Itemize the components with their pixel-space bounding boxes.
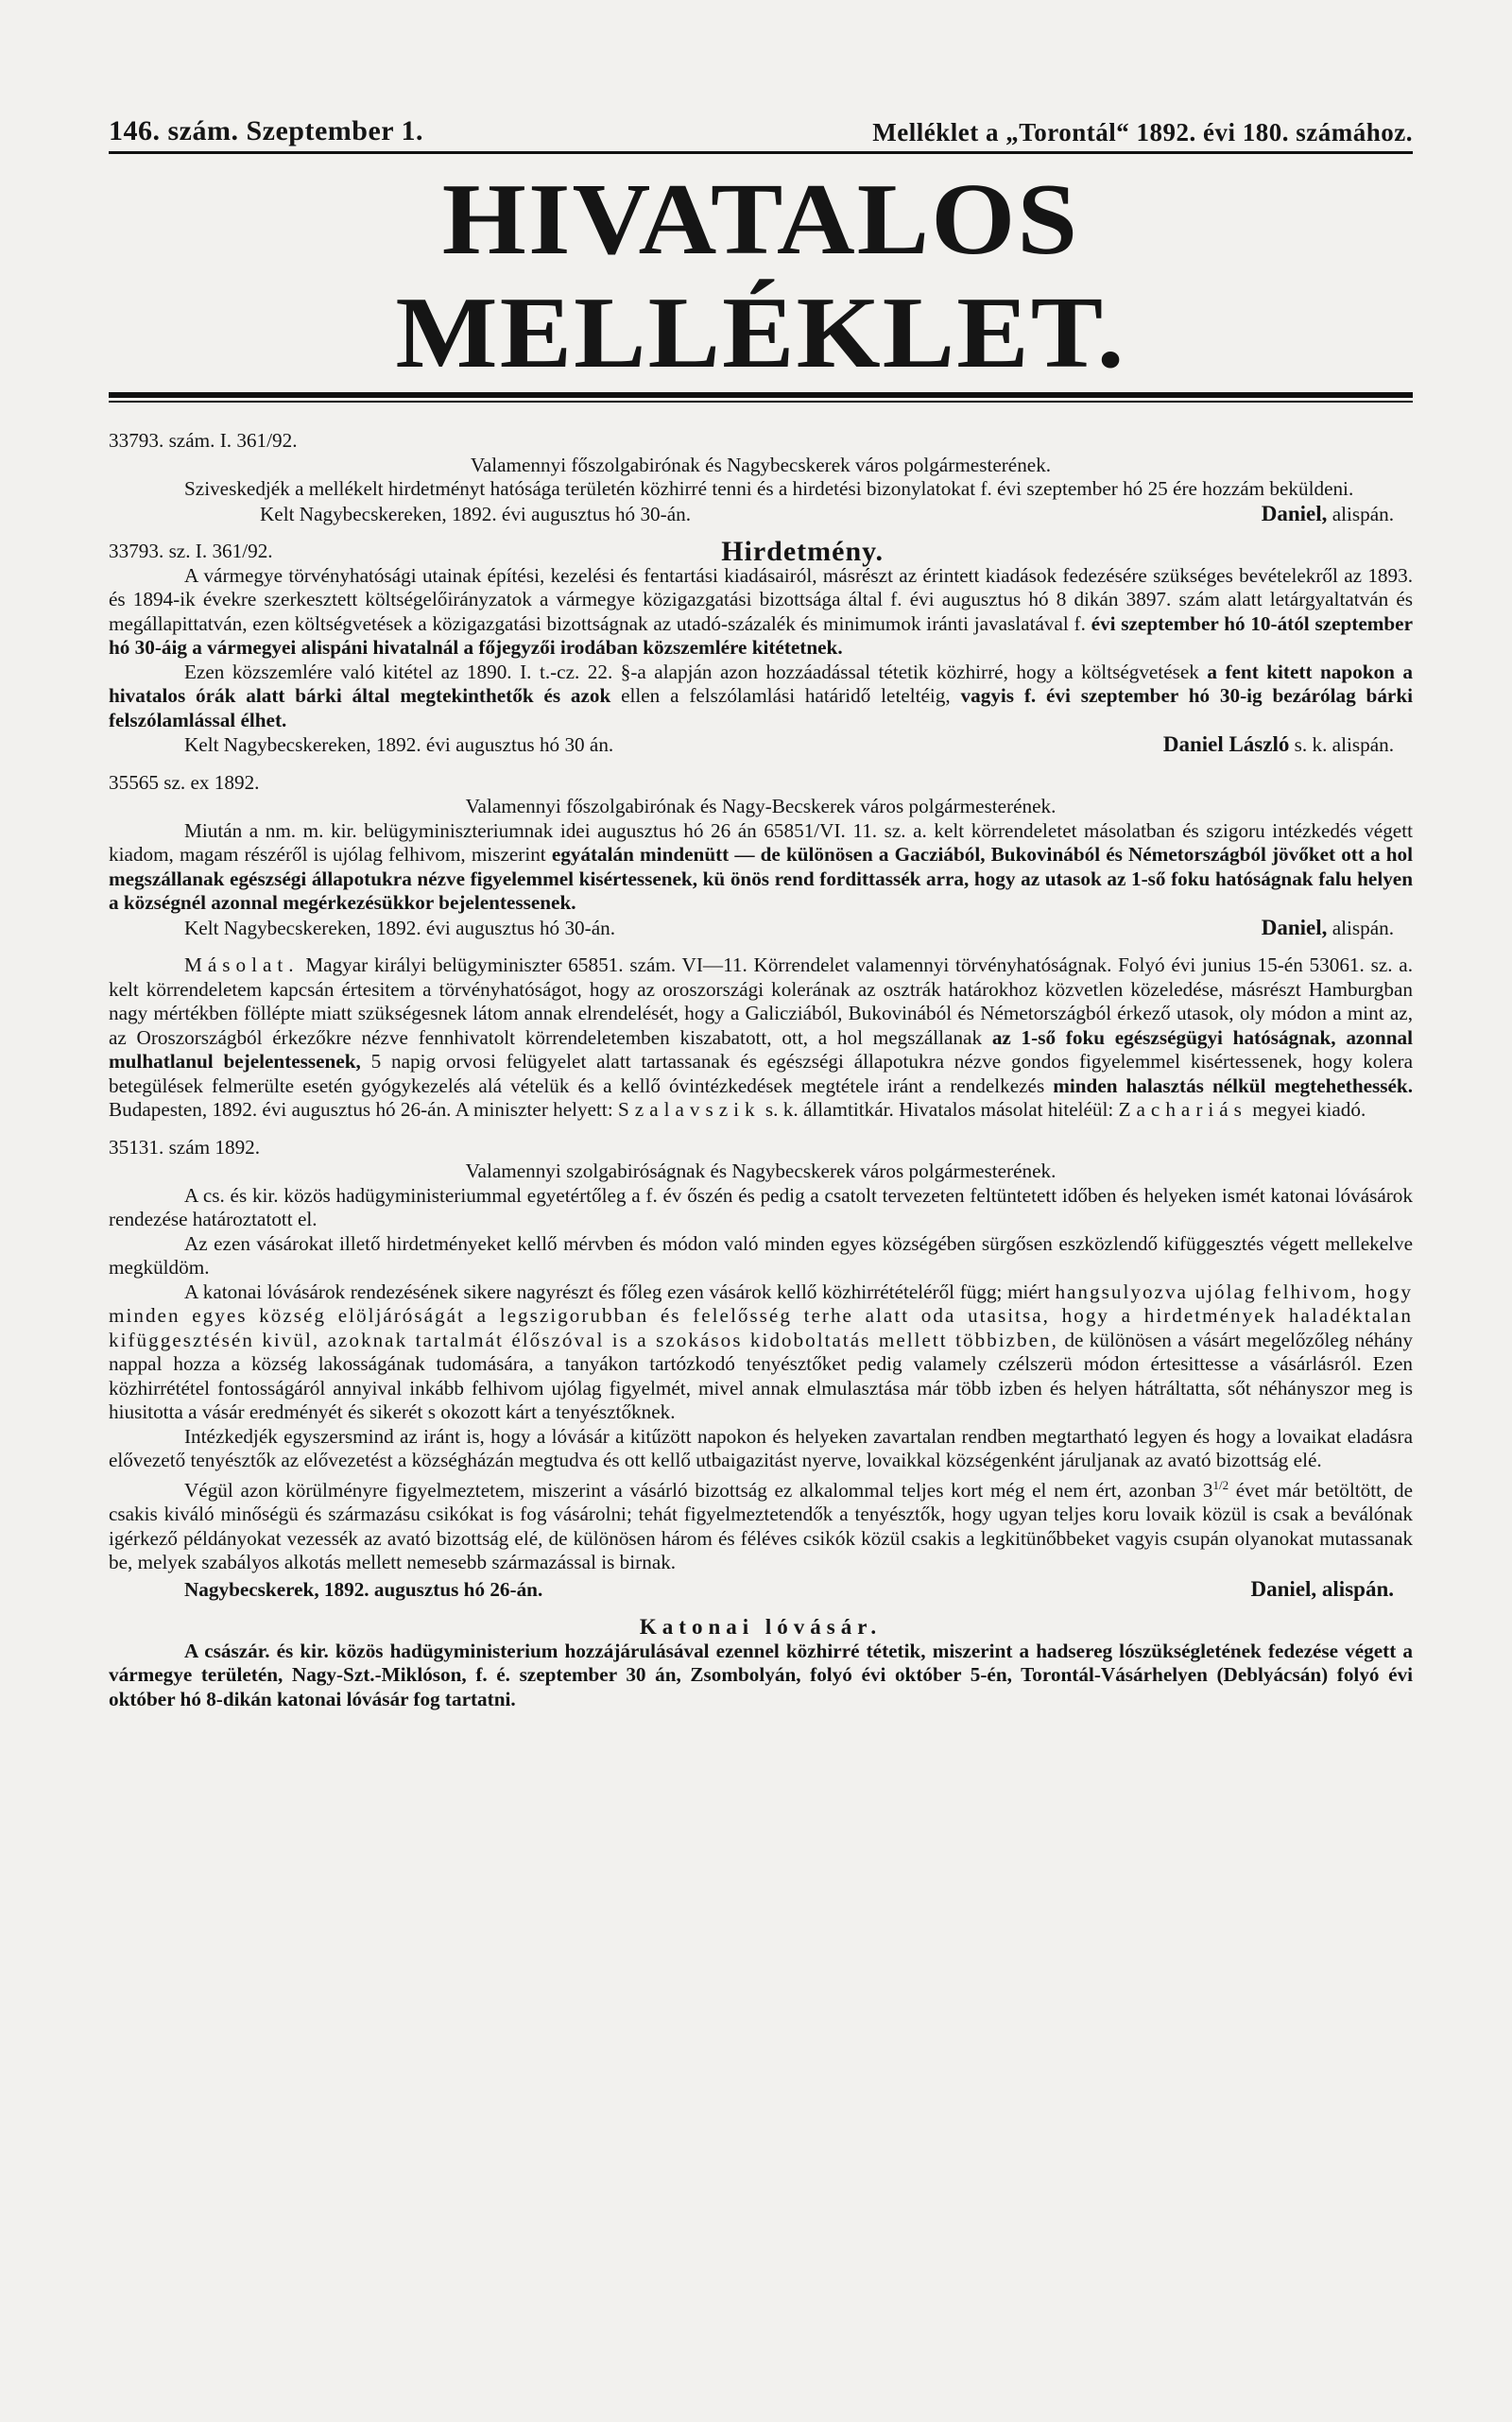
paragraph: Az ezen vásárokat illető hirdetményeket kellő mérvben és módon való minden egyes községében sürgősen eszközlendő kifüggesztés végett mellekelve megküldöm. (109, 1231, 1413, 1279)
masthead-title: HIVATALOS MELLÉKLET. (395, 163, 1126, 389)
text-run: 5 napig orvosi felügyelet alatt tartassanak és egészségi állapotukra nézve gondos figyelemmel kisértessenek, hogy kolera betegülések felmerülte esetén gyógykezelés alá vételük és a kellő óvintézkedések megtétele iránt a rendelkezés (109, 1050, 1414, 1097)
issue-number: 146. szám. Szeptember 1. (109, 115, 424, 146)
hirdetmeny-notice (109, 536, 1413, 758)
newspaper-page (109, 113, 1413, 1711)
addressee: Valamennyi főszolgabirónak és Nagy-Becskerek város polgármesterének. (465, 795, 1057, 817)
supplement-note: Melléklet a „Torontál“ 1892. évi 180. számához. (872, 118, 1413, 146)
signature-row (109, 916, 1413, 941)
text-run-bold: minden halasztás nélkül megtehethessék. (1053, 1074, 1414, 1097)
dateline: Nagybecskerek, 1892. augusztus hó 26-án. (184, 1577, 543, 1601)
text-run-bold: a fent kitett napokon a hivatalos órák alatt bárki által megtekinthetők és azok (109, 660, 1413, 707)
header-rule (109, 151, 1413, 154)
notice-body (109, 564, 1413, 661)
notice-body (109, 819, 1413, 916)
text-run: Budapesten, 1892. évi augusztus hó 26-án. A miniszter helyett: (109, 1098, 619, 1121)
text-run-bold: vagyis f. évi szeptember hó 30-ig bezárólag bárki felszólamlással élhet. (109, 684, 1413, 731)
text-run: évet már betöltött, de csakis kiváló minőségü és származásu csikókat is fog vásárolni; tehát figyelmeztetendők a tenyésztők, hogy ugyan teljes koru lovaik közül is csak a beválónak igérkező példányokat vezessék az avató bizottság elé, de különösen három és féléves csikók közül csakis a legkitünőbbeket vagyis csupán olyanokat mutassanak be, melyek szabályos alkotás mellett nemesebb származással is birnak. (109, 1478, 1413, 1574)
text-run: Magyar királyi belügyminiszter 65851. szám. VI—11. Körrendelet valamennyi törvényhatóságnak. Folyó évi junius 15-én 53061. sz. a. kelt körrendeletem kapcsán értesitem a törvényhatóságot, hogy az oroszországi kolerának az osztrák határokhoz közvetlen közeledése, másrészt Hamburgban nagy mértékben föllépte miatt szükségesnek látom annak elrendelését, hogy a Galicziából, Bukovinából és Németországból érkező utasok, oly módon a mint az, az Oroszországból érkezőkre nézve fennhivatolt körrendeletemben kiszabatott, ott, a hol megszállanak (109, 953, 1413, 1049)
notice-body (109, 661, 1413, 733)
text-run: Ezen közszemlére való kitétel az 1890. I. t.-cz. 22. §-a alapján azon hozzáadással tétetik közhirré, hogy a költségvetések (184, 660, 1208, 683)
dateline: Kelt Nagybecskereken, 1892. évi augusztus hó 30-án. (260, 502, 691, 525)
signature-row (109, 732, 1413, 758)
katonai-lovasar (109, 1615, 1413, 1711)
notice-title: Katonai lóvásár. (639, 1615, 883, 1640)
notice-body (109, 953, 1413, 1123)
content (109, 429, 1413, 1711)
paragraph (109, 1280, 1413, 1425)
notice-body: Sziveskedjék a mellékelt hirdetményt hatósága területén közhirré tenni és a hirdetési bizonylatokat f. évi szeptember hó 25 ére hozzám beküldeni. (184, 477, 1354, 500)
notice-33793-cover (109, 429, 1413, 526)
text-run: Miután a nm. m. kir. belügyminiszteriumnak idei augusztus hó 26 án 65851/VI. 11. sz. a. kelt körrendeletet másolatban és szigoru intézkedés végett kiadom, magam részéről is ujólag felhivom, miszerint (109, 818, 1413, 866)
notice-35131 (109, 1136, 1413, 1603)
notice-35565 (109, 771, 1413, 941)
text-run: megyei kiadó. (1246, 1098, 1366, 1121)
signature: Daniel, (1261, 915, 1328, 939)
text-run-bold: egyátalán mindenütt — de különösen a Gacziából, Bukovinából és Németországból jövőket ott a hol megszállanak egészségi állapotukra nézve figyelemmel kisértessenek, kü önös rend fordittassék arra, hogy az utasok az 1-ső foku hatóságnak falu helyen a községnél azonnal megérkezésükkor bejelentessenek. (109, 843, 1413, 914)
signature-role: alispán. (1332, 916, 1394, 939)
masthead-rule (109, 392, 1413, 398)
text-run-bold: évi szeptember hó 10-ától szeptember hó 30-áig a vármegyei alispáni hivatalnál a főjegyzői irodában közszemlére kitétetnek. (109, 611, 1413, 659)
signature-row (109, 1577, 1413, 1603)
text-run: ellen a felszólamlási határidő leteltéig, (610, 684, 961, 707)
notice-body: A császár. és kir. közös hadügyministerium hozzájárulásával ezennel közhirré tétetik, miszerint a hadsereg lószükségletének fedezése végett a vármegye területén, Nagy-Szt.-Miklóson, f. é. szeptember 30 án, Zsombolyán, folyó évi október 5-én, Torontál-Vásárhelyen (Deblyácsán) folyó évi október hó 8-dikán katonai lóvásár fog tartatni. (109, 1639, 1413, 1710)
text-run: A vármegye törvényhatósági utainak építési, kezelési és fentartási kiadásairól, másrészt az érintett kiadások fedezésére szükséges bevételekről az 1893. és 1894-ik évekre szerkesztett költségelőirányzatok a vármegye közigazgatási bizottsága által f. évi augusztus hó 8 dikán 3897. szám alatt letárgyaltatván és megállapittatván, ezen költségvetések a közigazgatási bizottságnak az utadó-százalék és minimumok iránti javaslatával f. (109, 563, 1413, 635)
reference-number: 33793. sz. I. 361/92. (109, 540, 273, 562)
paragraph: Intézkedjék egyszersmind az iránt is, hogy a lóvásár a kitűzött napokon és helyeken zavartalan rendben megtartható legyen és hogy a lovaikat eladásra elővezető tenyésztők az elővezetést a községházán megtudva és ott kellő utbaigazitást nyerve, lovaikkal községenként járuljanak az avató bizottság elé. (109, 1424, 1413, 1471)
masthead-rule-thin (109, 401, 1413, 403)
text-run: A katonai lóvásárok rendezésének sikere nagyrészt és főleg ezen vásárok kellő közhirrétételéről függ; miért (184, 1280, 1056, 1303)
reference-number: 33793. szám. I. 361/92. (109, 429, 298, 452)
hirdetmeny-heading-row (109, 536, 1413, 567)
page-header (109, 113, 1413, 147)
fraction: 1/2 (1212, 1477, 1229, 1492)
text-run-bold: az 1-ső foku egészségügyi hatóságnak, azonnal mulhatlanul bejelentessenek, (109, 1025, 1413, 1073)
addressee: Valamennyi főszolgabirónak és Nagybecskerek város polgármesterének. (470, 453, 1052, 476)
dateline: Kelt Nagybecskereken, 1892. évi augusztus hó 30 án. (184, 733, 614, 756)
paragraph: A cs. és kir. közös hadügyministeriummal egyetértőleg a f. év őszén és pedig a csatolt tervezeten feltüntetett időben és helyeken ismét katonai lóvásárok rendezése határoztatott el. (109, 1183, 1413, 1230)
text-run-spaced: hangsulyozva ujólag felhivom, hogy minden egyes község elöljáróságát a legszigorubban és felelősség terhe alatt oda utasitsa, hogy a hirdetmények haladéktalan kifüggesztésén kivül, azoknak tartalmát élőszóval is a szokásos kidoboltatás mellett többizben, (109, 1280, 1413, 1351)
ministerial-copy (109, 953, 1413, 1123)
signature-role: alispán. (1332, 502, 1394, 525)
dateline: Kelt Nagybecskereken, 1892. évi augusztus hó 30-án. (184, 916, 615, 939)
signature: Daniel László (1162, 732, 1290, 756)
notice-title: Hirdetmény. (721, 536, 884, 567)
notary-name: Zachariás (1118, 1098, 1247, 1121)
copy-label: Másolat. (184, 953, 300, 976)
text-run: s. k. államtitkár. Hivatalos másolat hiteléül: (760, 1098, 1119, 1121)
signature-row (109, 502, 1413, 527)
text-run: Végül azon körülményre figyelmeztetem, miszerint a vásárló bizottság ez alkalommal teljes kort még el nem ért, azonban 3 (184, 1478, 1213, 1502)
reference-number: 35565 sz. ex 1892. (109, 770, 260, 794)
signature: Daniel, (1261, 501, 1328, 525)
signature-role: s. k. alispán. (1294, 733, 1394, 756)
paragraph (109, 1473, 1413, 1575)
reference-number: 35131. szám 1892. (109, 1135, 261, 1159)
minister-name: Szalavszik (618, 1098, 761, 1121)
text-run: de különösen a vásárt megelőzőleg néhány nappal hozza a község lakosságának tudomására, a tanyákon tartózkodó tenyésztőket pedig valamely czélszerü módon értesittesse a vásárlásról. Ezen közhirrététel fontosságáról annyival inkább felhivom ujólag figyelmét, mivel annak elmulasztása már több izben és helyen hátráltatta, sőt néhányszor meg is hiusitotta a vásár eredményét és sikerét s okozott kárt a tenyésztőknek. (109, 1328, 1413, 1423)
addressee: Valamennyi szolgabiróságnak és Nagybecskerek város polgármesterének. (465, 1159, 1057, 1182)
signature: Daniel, alispán. (1250, 1576, 1394, 1601)
